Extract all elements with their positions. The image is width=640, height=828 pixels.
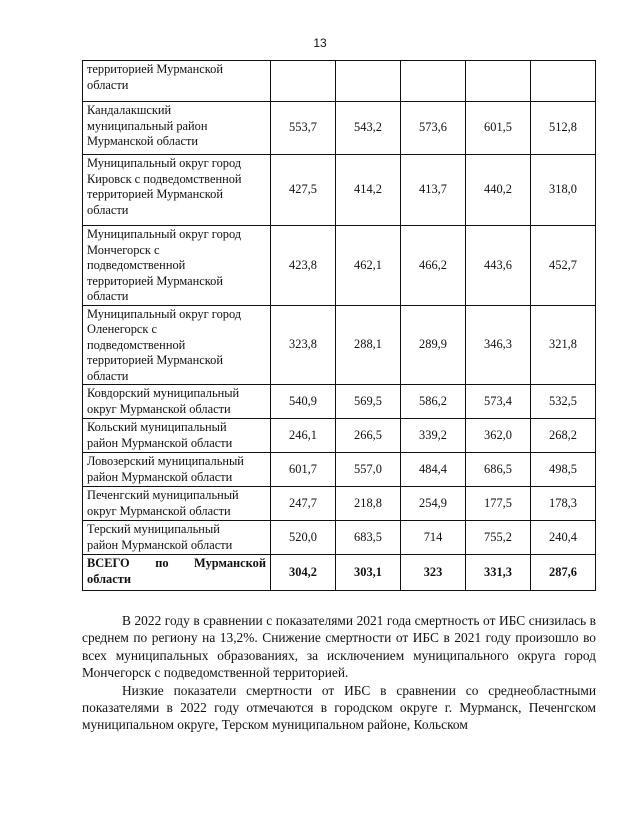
- value-cell: 240,4: [531, 521, 596, 555]
- total-label-line: [87, 556, 266, 572]
- value-cell: 247,7: [271, 487, 336, 521]
- table-row: [83, 305, 596, 385]
- municipality-name-cell: [83, 453, 271, 487]
- municipality-name-line: район Мурманской области: [87, 435, 233, 450]
- paragraph: Низкие показатели смертности от ИБС в сравнении со среднеобластными показателями в 2022 году отмечаются в городском округе г. Мурманск, Печенгском муниципальном округе, Терском муниципальном районе, Кольском: [82, 682, 596, 733]
- value-cell: 512,8: [531, 102, 596, 155]
- value-cell: [466, 61, 531, 102]
- table-row: [83, 155, 596, 226]
- municipality-name-line: Мончегорск с: [87, 242, 160, 257]
- value-cell: 443,6: [466, 226, 531, 306]
- municipality-name-line: Ковдорский муниципальный: [87, 386, 240, 400]
- value-cell: 339,2: [401, 419, 466, 453]
- table-row: [83, 385, 596, 419]
- value-cell: 573,4: [466, 385, 531, 419]
- municipality-name-line: Мурманской области: [87, 134, 199, 148]
- value-cell: 423,8: [271, 226, 336, 306]
- total-label-cell: [83, 555, 271, 591]
- municipality-name-line: подведомственной: [87, 337, 186, 352]
- table-row: [83, 419, 596, 453]
- value-cell: 323,8: [271, 305, 336, 385]
- municipality-name-cell: [83, 487, 271, 521]
- total-row: [83, 555, 596, 591]
- value-cell: 466,2: [401, 226, 466, 306]
- value-cell: [271, 61, 336, 102]
- value-cell: [401, 61, 466, 102]
- municipality-name-cell: [83, 385, 271, 419]
- value-cell: 569,5: [336, 385, 401, 419]
- value-cell: 321,8: [531, 305, 596, 385]
- total-label-word: ВСЕГО: [87, 556, 130, 570]
- municipality-name-line: район Мурманской области: [87, 537, 233, 552]
- value-cell: 601,7: [271, 453, 336, 487]
- value-cell: 520,0: [271, 521, 336, 555]
- body-text: [82, 612, 596, 734]
- table-row: [83, 61, 596, 102]
- value-cell: 683,5: [336, 521, 401, 555]
- table-row: [83, 487, 596, 521]
- municipality-name-line: Кировск с подведомственной: [87, 171, 242, 186]
- value-cell: 268,2: [531, 419, 596, 453]
- municipality-name-line: муниципальный район: [87, 118, 208, 133]
- value-cell: 484,4: [401, 453, 466, 487]
- total-value-cell: 323: [401, 555, 466, 591]
- table-row: [83, 102, 596, 155]
- municipality-name-line: подведомственной: [87, 258, 186, 272]
- municipality-name-line: территорией Мурманской: [87, 62, 223, 76]
- municipality-name-line: Ловозерский муниципальный: [87, 454, 244, 468]
- value-cell: 532,5: [531, 385, 596, 419]
- total-label-line: области: [87, 571, 131, 586]
- municipality-name-line: территорией Мурманской: [87, 353, 223, 367]
- value-cell: 254,9: [401, 487, 466, 521]
- municipality-name-line: территорией Мурманской: [87, 187, 223, 201]
- value-cell: 573,6: [401, 102, 466, 155]
- value-cell: 246,1: [271, 419, 336, 453]
- value-cell: 346,3: [466, 305, 531, 385]
- value-cell: 686,5: [466, 453, 531, 487]
- municipality-name-line: области: [87, 77, 129, 92]
- page-number: 13: [313, 36, 327, 50]
- mortality-table: [82, 60, 596, 591]
- value-cell: 177,5: [466, 487, 531, 521]
- table-body: [83, 61, 596, 591]
- value-cell: 289,9: [401, 305, 466, 385]
- value-cell: 543,2: [336, 102, 401, 155]
- municipality-name-line: Кольский муниципальный: [87, 420, 227, 434]
- value-cell: 498,5: [531, 453, 596, 487]
- table-row: [83, 226, 596, 306]
- municipality-name-line: области: [87, 368, 129, 383]
- value-cell: 178,3: [531, 487, 596, 521]
- municipality-name-cell: [83, 155, 271, 226]
- value-cell: 362,0: [466, 419, 531, 453]
- municipality-name-line: области: [87, 289, 129, 303]
- total-label-word: Мурманской: [194, 556, 266, 570]
- paragraph: В 2022 году в сравнении с показателями 2021 года смертность от ИБС снизилась в среднем по региону на 13,2%. Снижение смертности от ИБС в 2021 году произошло во всех муниципальных образованиях, за исключением муниципального округа город Мончегорск с подведомственной территорией.: [82, 613, 596, 681]
- total-value-cell: 303,1: [336, 555, 401, 591]
- table-row: [83, 521, 596, 555]
- municipality-name-cell: [83, 61, 271, 102]
- total-value-cell: 304,2: [271, 555, 336, 591]
- value-cell: 266,5: [336, 419, 401, 453]
- value-cell: 557,0: [336, 453, 401, 487]
- municipality-name-line: округ Мурманской области: [87, 503, 231, 518]
- municipality-name-cell: [83, 305, 271, 385]
- municipality-name-line: территорией Мурманской: [87, 273, 223, 288]
- total-label-word: по: [155, 556, 169, 570]
- value-cell: 318,0: [531, 155, 596, 226]
- municipality-name-line: области: [87, 202, 129, 217]
- value-cell: 540,9: [271, 385, 336, 419]
- value-cell: 413,7: [401, 155, 466, 226]
- value-cell: 601,5: [466, 102, 531, 155]
- municipality-name-line: Терский муниципальный: [87, 522, 220, 536]
- municipality-name-line: район Мурманской области: [87, 469, 233, 484]
- value-cell: 218,8: [336, 487, 401, 521]
- value-cell: 414,2: [336, 155, 401, 226]
- municipality-name-line: Печенгский муниципальный: [87, 488, 239, 502]
- value-cell: 714: [401, 521, 466, 555]
- value-cell: 452,7: [531, 226, 596, 306]
- value-cell: [336, 61, 401, 102]
- value-cell: 440,2: [466, 155, 531, 226]
- municipality-name-line: округ Мурманской области: [87, 401, 231, 416]
- municipality-name-cell: [83, 102, 271, 155]
- municipality-name-line: Муниципальный округ город: [87, 306, 242, 321]
- municipality-name-line: Муниципальный округ город: [87, 227, 242, 241]
- value-cell: [531, 61, 596, 102]
- value-cell: 462,1: [336, 226, 401, 306]
- value-cell: 586,2: [401, 385, 466, 419]
- value-cell: 755,2: [466, 521, 531, 555]
- municipality-name-cell: [83, 226, 271, 306]
- value-cell: 288,1: [336, 305, 401, 385]
- municipality-name-line: Муниципальный округ город: [87, 156, 242, 170]
- total-value-cell: 331,3: [466, 555, 531, 591]
- municipality-name-line: Оленегорск с: [87, 322, 158, 336]
- total-value-cell: 287,6: [531, 555, 596, 591]
- municipality-name-cell: [83, 521, 271, 555]
- value-cell: 553,7: [271, 102, 336, 155]
- table-row: [83, 453, 596, 487]
- municipality-name-cell: [83, 419, 271, 453]
- municipality-name-line: Кандалакшский: [87, 103, 172, 117]
- value-cell: 427,5: [271, 155, 336, 226]
